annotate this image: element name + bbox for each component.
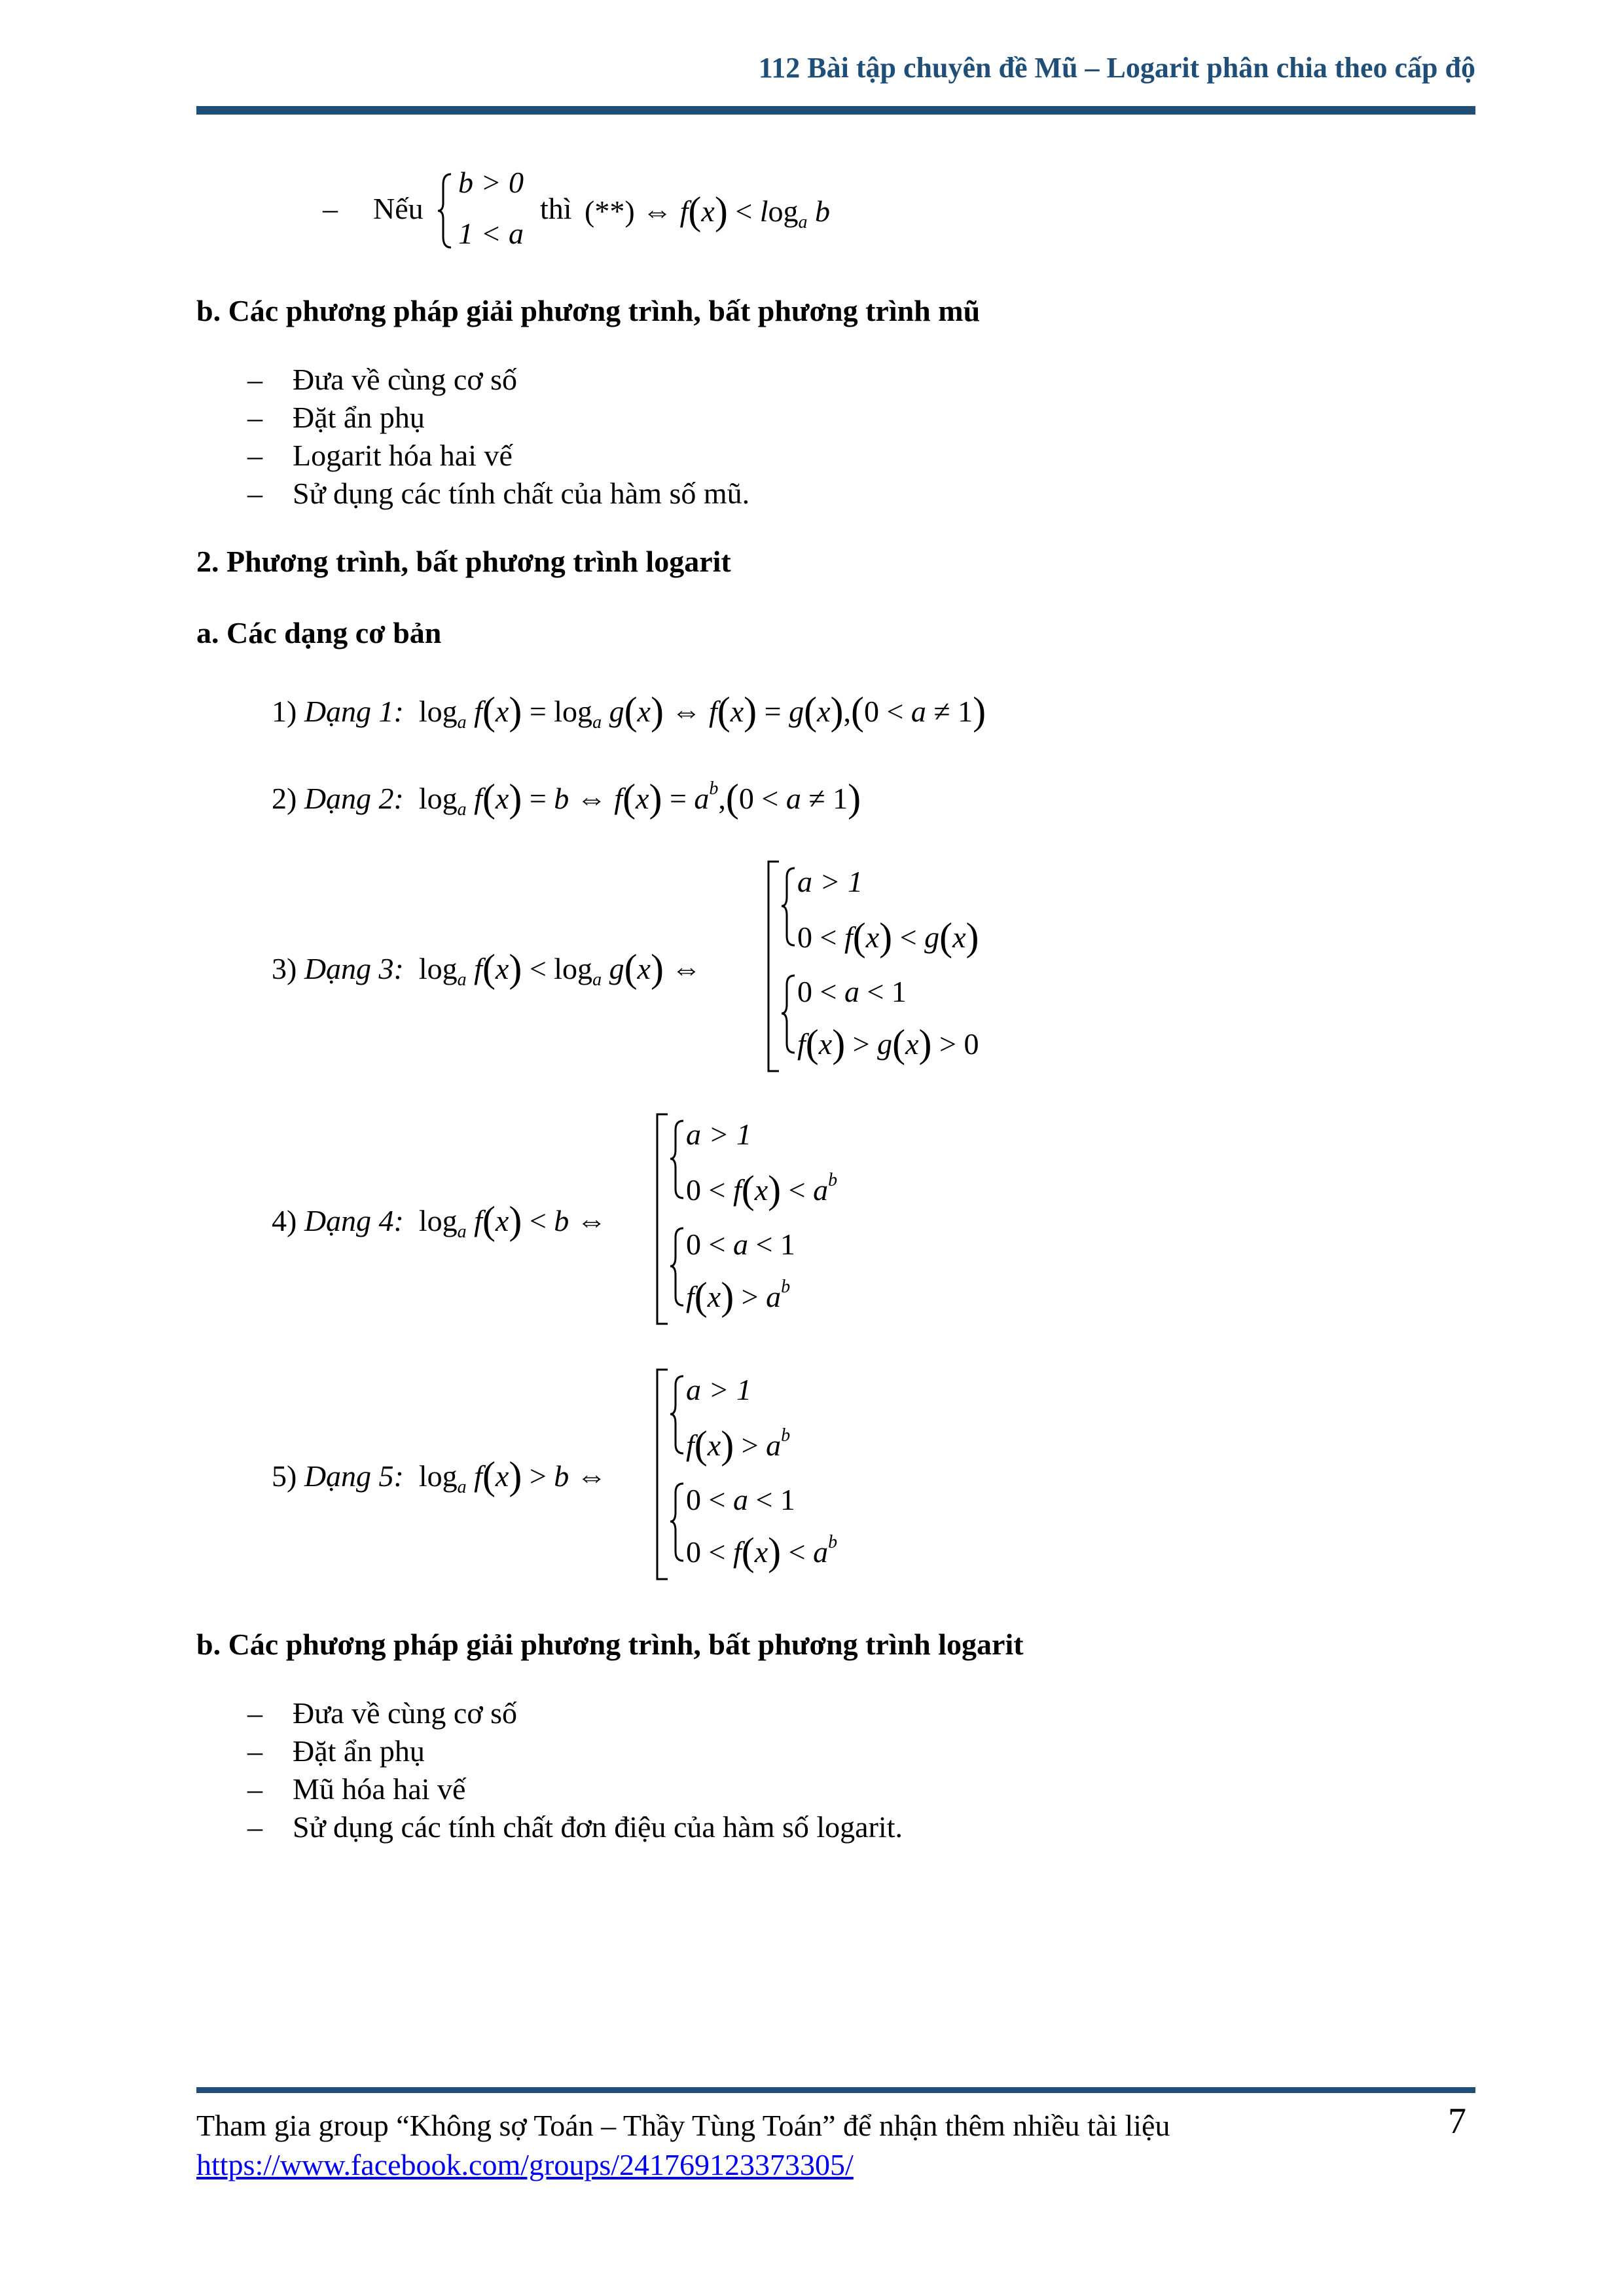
form-4-case-2: $0 < f(x) < a^b$ [686, 1168, 838, 1211]
form-3-case-1: a > 1 [797, 865, 863, 898]
bullet-dash: – [247, 1772, 262, 1806]
form-2: 2) Dạng 2: $\log_a f(x) = b$ ⇔ $f(x) = a^b,(0 < a \ne 1)$ [272, 776, 861, 820]
heading-section-2: 2. Phương trình, bất phương trình logarit [196, 545, 731, 578]
footer-text: Tham gia group “Không sợ Toán – Thầy Tùng Toán” để nhận thêm nhiều tài liệu [196, 2109, 1170, 2142]
form-3-case-2: 0 < f(x) < g(x) [797, 915, 979, 958]
list-item: Logarit hóa hai vế [293, 439, 513, 472]
list-item: Sử dụng các tính chất của hàm số mũ. [293, 477, 750, 510]
form-3-case-4: f(x) > g(x) > 0 [797, 1022, 979, 1065]
heading-b-exp: b. Các phương pháp giải phương trình, bất phương trình mũ [196, 294, 981, 327]
case-dash: – [323, 192, 338, 225]
header-rule [196, 106, 1475, 115]
bullet-dash: – [247, 1696, 262, 1730]
list-item: Đưa về cùng cơ số [293, 1696, 518, 1730]
case-cond1: b > 0 [458, 166, 524, 199]
facebook-group-link[interactable]: https://www.facebook.com/groups/241769123373305/ [196, 2148, 854, 2181]
form-3-case-3: 0 < a < 1 [797, 975, 907, 1008]
list-item: Sử dụng các tính chất đơn điệu của hàm số logarit. [293, 1810, 903, 1844]
bullet-dash: – [247, 477, 262, 510]
heading-b-log: b. Các phương pháp giải phương trình, bất phương trình logarit [196, 1628, 1024, 1661]
form-4-case-4: $f(x) > a^b$ [686, 1275, 791, 1318]
form-3-lhs: 3) Dạng 3: $\log_a f(x) < \log_a g(x)$ ⇔ [272, 947, 702, 990]
case-neu: Nếu [373, 192, 424, 225]
footer-rule [196, 2087, 1475, 2093]
form-4-case-1: a > 1 [686, 1118, 752, 1151]
form-5-case-2: $f(x) > a^b$ [686, 1423, 791, 1467]
case-cond2: 1 < a [458, 217, 524, 250]
case-thi: thì [540, 192, 572, 225]
list-item: Đặt ẩn phụ [293, 401, 425, 434]
bullet-dash: – [247, 1810, 262, 1844]
form-4-lhs: 4) Dạng 4: $\log_a f(x) < b$ ⇔ [272, 1199, 607, 1242]
list-item: Đưa về cùng cơ số [293, 363, 518, 396]
bullet-dash: – [247, 439, 262, 472]
form-5-lhs: 5) Dạng 5: $\log_a f(x) > b$ ⇔ [272, 1454, 607, 1497]
case-formula: (**) ⇔ $f(x) < \log_a b$ [585, 189, 831, 232]
page-number: 7 [1448, 2101, 1466, 2141]
heading-a-basic: a. Các dạng cơ bản [196, 616, 442, 649]
form-5-case-1: a > 1 [686, 1373, 752, 1406]
list-item: Đặt ẩn phụ [293, 1734, 425, 1768]
bullet-dash: – [247, 363, 262, 396]
bullet-dash: – [247, 1734, 262, 1768]
form-5-case-3: 0 < a < 1 [686, 1483, 795, 1516]
list-item: Mũ hóa hai vế [293, 1772, 466, 1806]
case-brace [435, 172, 455, 250]
form-5-case-4: $0 < f(x) < a^b$ [686, 1530, 838, 1573]
bullet-dash: – [247, 401, 262, 434]
header-title: 112 Bài tập chuyên đề Mũ – Logarit phân chia theo cấp độ [758, 52, 1475, 84]
form-1: 1) Dạng 1: $\log_a f(x) = \log_a g(x)$ ⇔ f(x) = g(x),(0 < a ≠ 1) [272, 689, 986, 733]
form-4-case-3: 0 < a < 1 [686, 1228, 795, 1261]
